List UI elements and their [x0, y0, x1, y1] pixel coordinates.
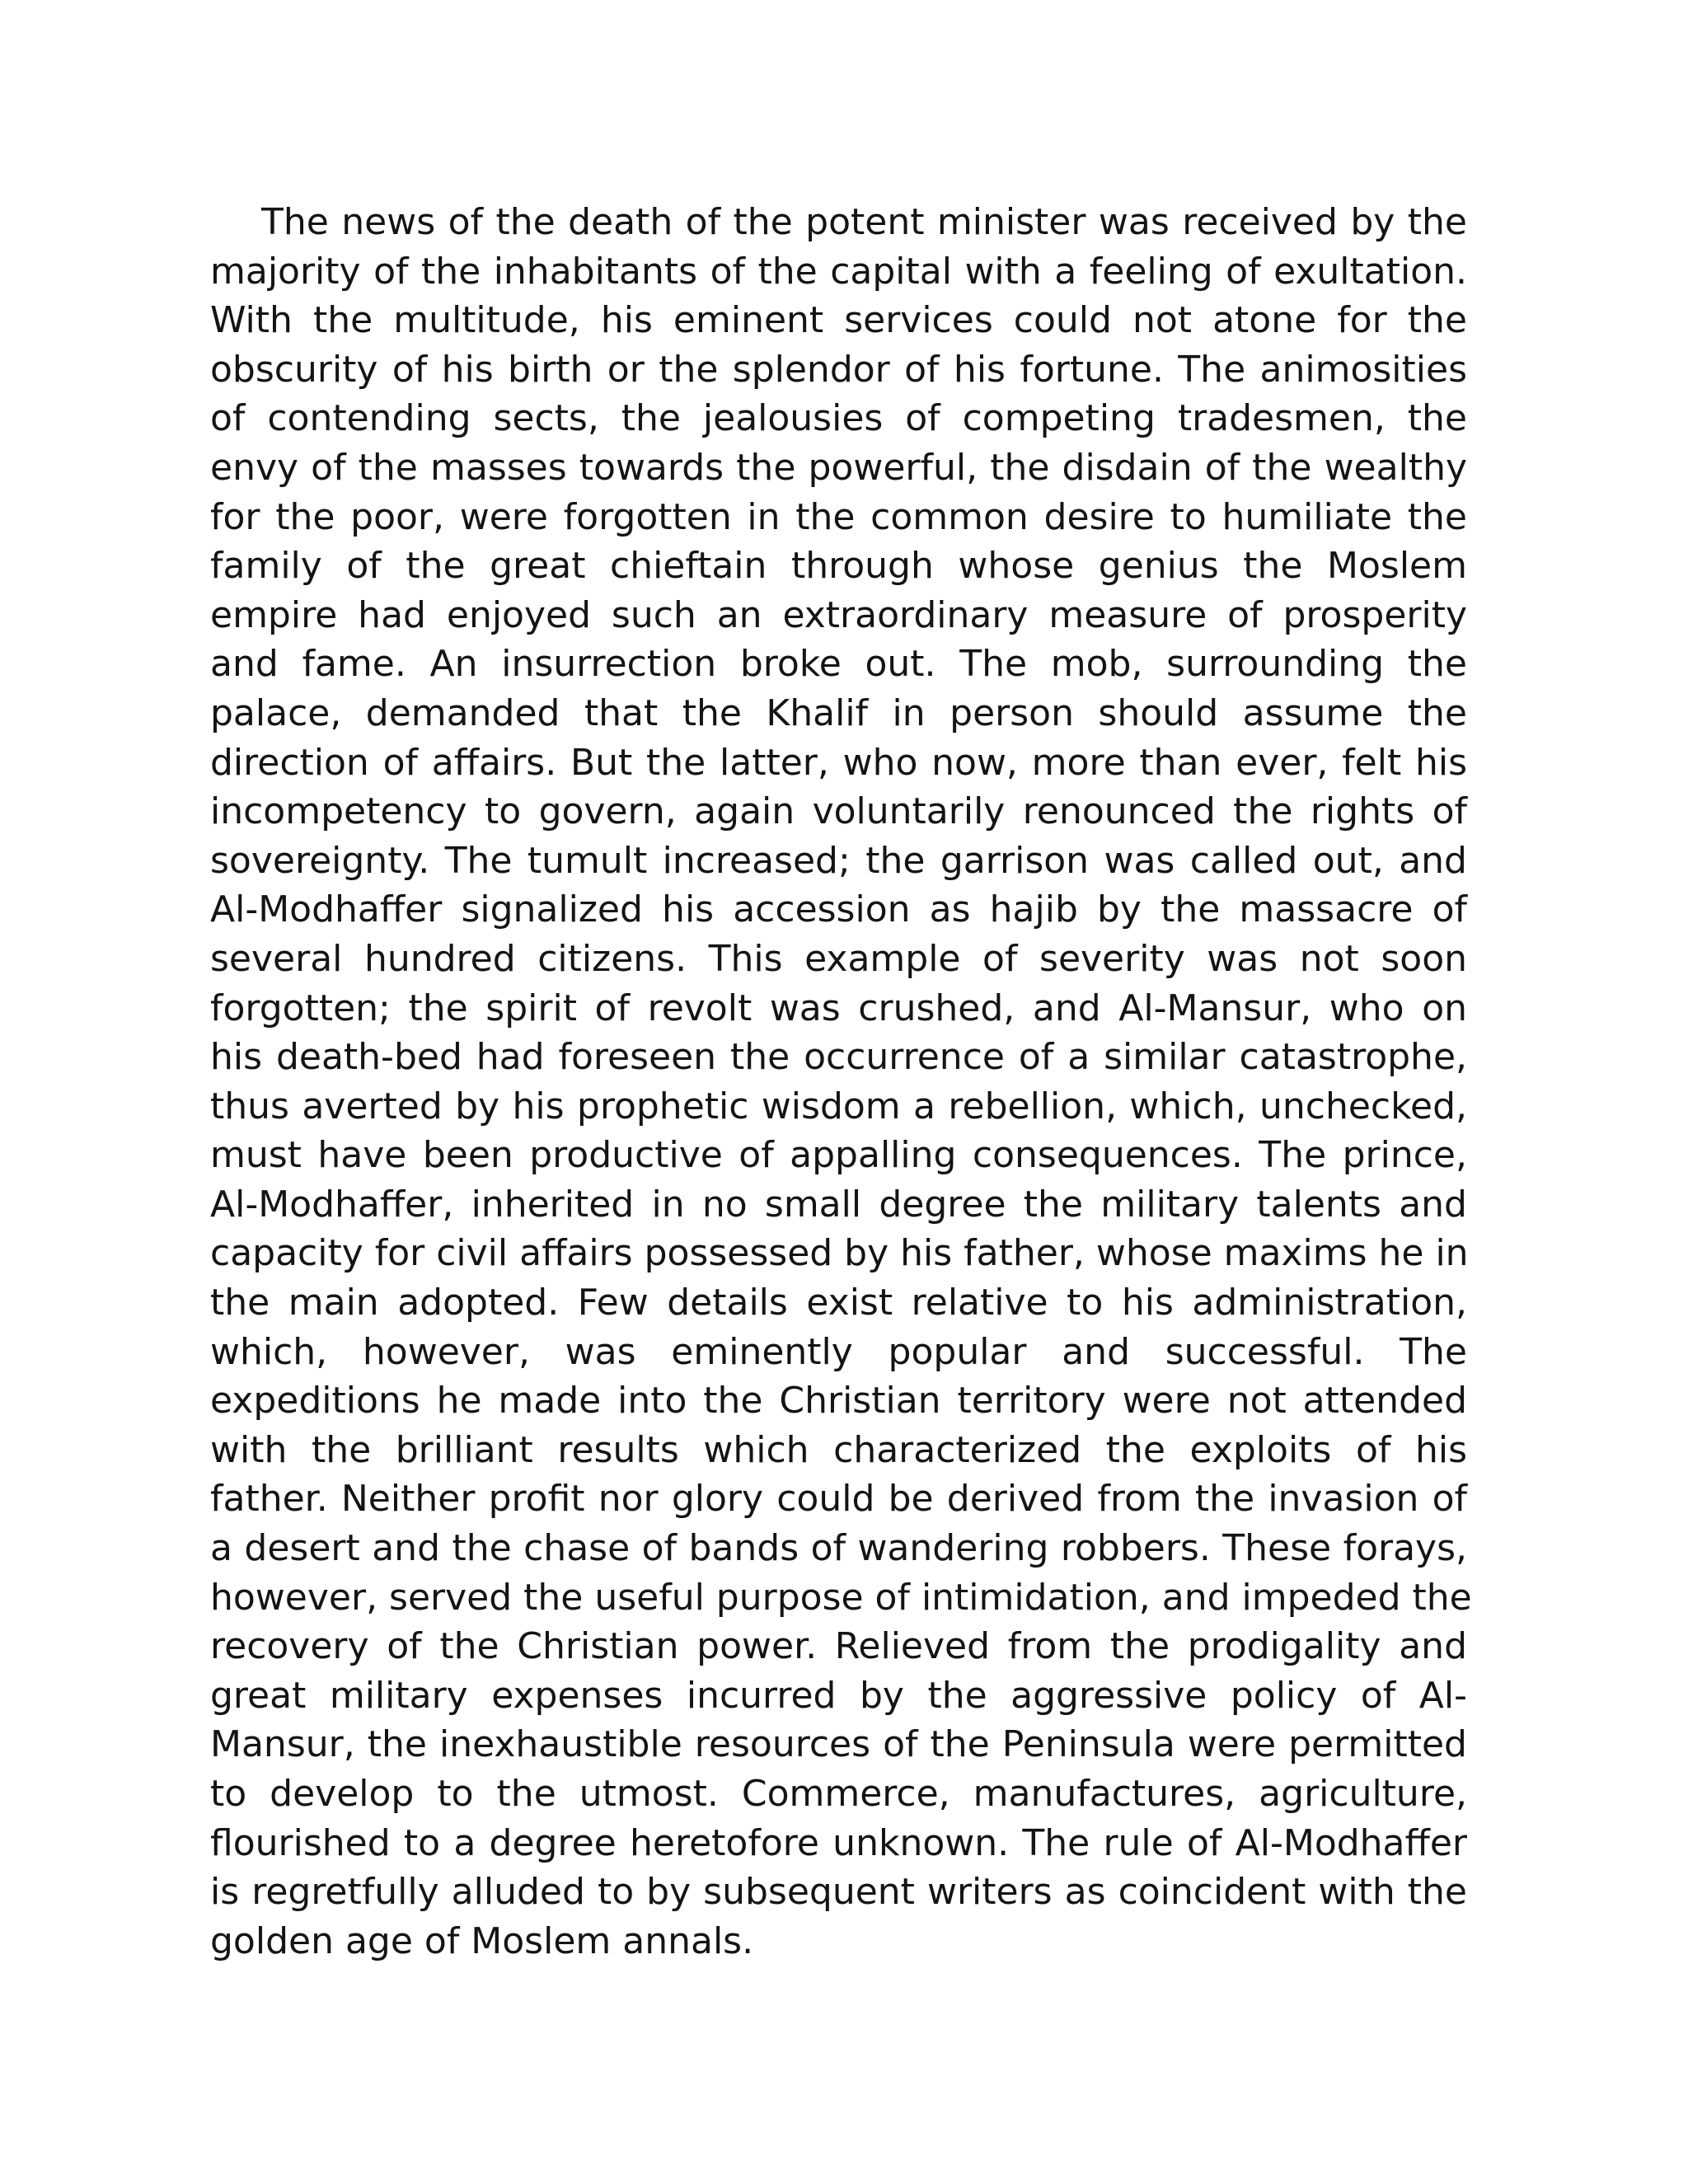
text-line: direction of affairs. But the latter, who now, more than ever, felt his: [210, 741, 1467, 784]
text-line: envy of the masses towards the powerful, the disdain of the wealthy: [210, 446, 1467, 489]
text-line: the main adopted. Few details exist relative to his administration,: [210, 1282, 1467, 1324]
text-line: expeditions he made into the Christian territory were not attended: [210, 1380, 1467, 1422]
text-line: his death-bed had foreseen the occurrence of a similar catastrophe,: [210, 1036, 1467, 1079]
text-line: majority of the inhabitants of the capital with a feeling of exultation.: [210, 250, 1467, 293]
text-line: palace, demanded that the Khalif in person should assume the: [210, 691, 1467, 734]
text-line: The news of the death of the potent minister was received by the: [261, 201, 1467, 243]
text-line: With the multitude, his eminent services could not atone for the: [210, 299, 1467, 342]
text-line: empire had enjoyed such an extraordinary measure of prosperity: [210, 593, 1467, 636]
text-line: which, however, was eminently popular and successful. The: [210, 1330, 1467, 1373]
text-line: forgotten; the spirit of revolt was crushed, and Al-Mansur, who on: [210, 987, 1467, 1029]
text-line: of contending sects, the jealousies of competing tradesmen, the: [210, 397, 1467, 440]
text-line: is regretfully alluded to by subsequent writers as coincident with the: [210, 1871, 1467, 1914]
text-line: for the poor, were forgotten in the common desire to humiliate the: [210, 495, 1467, 538]
text-line: incompetency to govern, again voluntarily renounced the rights of: [210, 790, 1467, 833]
text-line: father. Neither profit nor glory could be derived from the invasion of: [210, 1478, 1467, 1521]
text-line: must have been productive of appalling consequences. The prince,: [210, 1134, 1467, 1177]
text-line: obscurity of his birth or the splendor of his fortune. The animosities: [210, 348, 1467, 391]
text-line: Al-Modhaffer, inherited in no small degree the military talents and: [210, 1183, 1467, 1226]
text-line: family of the great chieftain through whose genius the Moslem: [210, 545, 1467, 588]
text-line: Al-Modhaffer signalized his accession as hajib by the massacre of: [210, 888, 1467, 931]
text-line: flourished to a degree heretofore unknown. The rule of Al-Modhaffer: [210, 1821, 1467, 1864]
body-paragraph: [210, 198, 1472, 1966]
text-line: sovereignty. The tumult increased; the garrison was called out, and: [210, 839, 1467, 882]
text-line: and fame. An insurrection broke out. The mob, surrounding the: [210, 643, 1467, 686]
text-line: thus averted by his prophetic wisdom a rebellion, which, unchecked,: [210, 1085, 1467, 1127]
text-line: recovery of the Christian power. Relieved from the prodigality and: [210, 1625, 1467, 1668]
text-line: golden age of Moslem annals.: [210, 1919, 754, 1962]
text-line: to develop to the utmost. Commerce, manufactures, agriculture,: [210, 1773, 1467, 1815]
text-line: capacity for civil affairs possessed by his father, whose maxims he in: [210, 1232, 1469, 1275]
text-line: a desert and the chase of bands of wandering robbers. These forays,: [210, 1527, 1467, 1570]
text-line: Mansur, the inexhaustible resources of the Peninsula were permitted: [210, 1723, 1467, 1766]
text-line: however, served the useful purpose of intimidation, and impeded the: [210, 1576, 1472, 1619]
text-line: with the brilliant results which characterized the exploits of his: [210, 1428, 1467, 1471]
text-line: several hundred citizens. This example of severity was not soon: [210, 937, 1467, 980]
text-line: great military expenses incurred by the aggressive policy of Al-: [210, 1674, 1467, 1717]
